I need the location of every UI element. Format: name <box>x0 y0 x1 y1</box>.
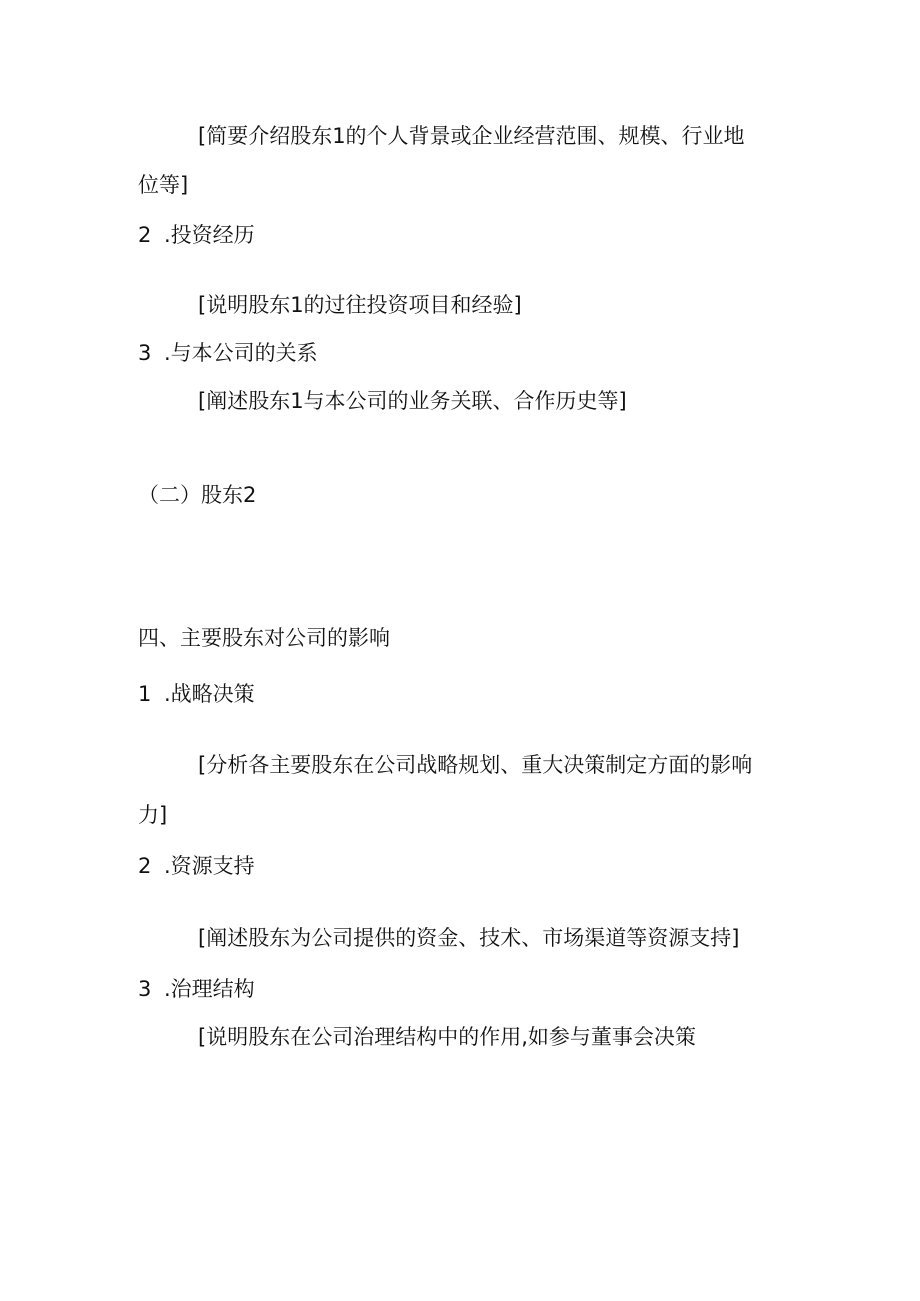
item-title: .战略决策 <box>164 682 255 706</box>
shareholder1-background-note-line1: [简要介绍股东1的个人背景或企业经营范围、规模、行业地 <box>198 124 745 148</box>
shareholder1-item2-heading <box>138 221 255 249</box>
shareholder2-heading: （二）股东2 <box>138 483 257 507</box>
section4-item3-heading <box>138 975 255 1003</box>
item-number: 1 <box>138 682 152 706</box>
item-number: 2 <box>138 223 152 247</box>
shareholder1-background-note-line2: 位等] <box>138 173 189 197</box>
item-title: .治理结构 <box>164 977 255 1001</box>
section4-heading: 四、主要股东对公司的影响 <box>138 626 390 650</box>
item-number: 3 <box>138 977 152 1001</box>
shareholder1-item3-note: [阐述股东1与本公司的业务关联、合作历史等] <box>198 389 627 413</box>
section4-item1-heading <box>138 680 255 708</box>
section4-item3-note: [说明股东在公司治理结构中的作用,如参与董事会决策 <box>198 1025 696 1049</box>
shareholder1-item2-note: [说明股东1的过往投资项目和经验] <box>198 293 522 317</box>
section4-item2-heading <box>138 852 255 880</box>
shareholder1-item3-heading <box>138 339 318 367</box>
section4-item1-note-line2: 力] <box>138 803 168 827</box>
item-title: .与本公司的关系 <box>164 341 318 365</box>
section4-item1-note-line1: [分析各主要股东在公司战略规划、重大决策制定方面的影响 <box>198 753 753 777</box>
item-title: .投资经历 <box>164 223 255 247</box>
item-number: 2 <box>138 854 152 878</box>
section4-item2-note: [阐述股东为公司提供的资金、技术、市场渠道等资源支持] <box>198 926 740 950</box>
item-number: 3 <box>138 341 152 365</box>
item-title: .资源支持 <box>164 854 255 878</box>
